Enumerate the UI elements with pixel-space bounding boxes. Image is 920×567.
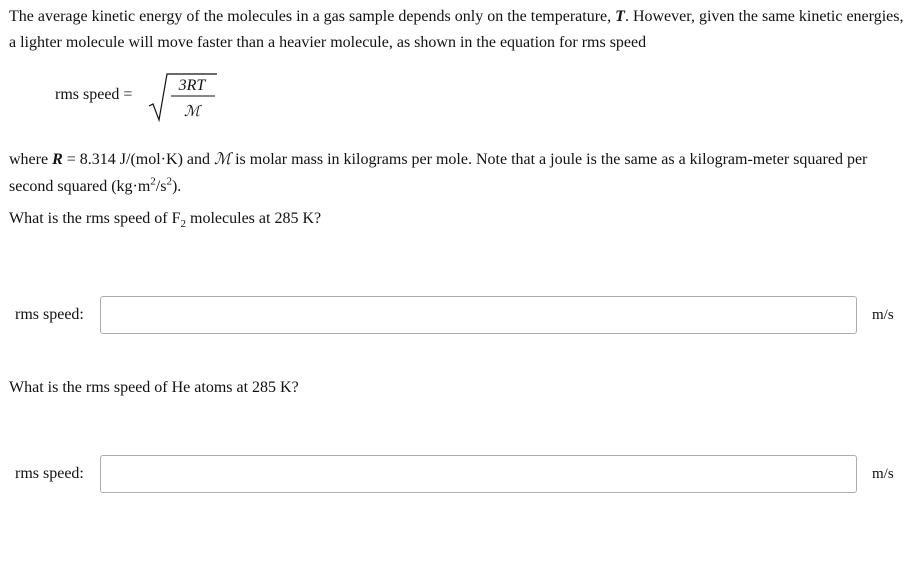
rms-speed-f2-input[interactable] — [100, 296, 857, 334]
answer-2-unit: m/s — [872, 466, 894, 482]
where-text-2: = 8.314 J/(mol·K) and — [62, 151, 214, 168]
temperature-variable: T — [615, 8, 625, 25]
question-2: What is the rms speed of He atoms at 285 K? — [9, 379, 299, 396]
molar-mass-variable: ℳ — [214, 151, 232, 168]
where-text-5: ). — [171, 178, 182, 195]
square-root-fraction — [149, 72, 229, 132]
gas-constant-variable: R — [52, 151, 63, 168]
superscript-2: 2 — [150, 175, 156, 188]
answer-2-label: rms speed: — [15, 465, 84, 482]
intro-text: The average kinetic energy of the molecules in a gas sample depends only on the temperature, — [9, 8, 616, 25]
rms-speed-he-input[interactable] — [100, 455, 857, 493]
answer-row-1 — [0, 296, 920, 340]
answer-row-2 — [0, 455, 920, 499]
where-text-4: /s — [155, 178, 167, 195]
question-1-text: What is the rms speed of F — [9, 210, 181, 227]
answer-1-unit: m/s — [872, 307, 894, 323]
intro-text-2: . However, given the same kinetic energies, a lighter molecule will move faster than a heavier molecule, as shown in the equation for rms speed — [9, 8, 904, 51]
superscript-2b: 2 — [166, 175, 172, 188]
answer-1-label: rms speed: — [15, 306, 84, 323]
equation-lhs: rms speed = — [55, 86, 133, 103]
intro-paragraph — [9, 4, 909, 56]
subscript-2: 2 — [180, 218, 187, 231]
where-text-1: where — [9, 151, 53, 168]
rms-speed-equation — [55, 72, 275, 132]
question-1-text-2: molecules at 285 K? — [186, 210, 322, 227]
fraction-numerator: 3RT — [178, 77, 206, 94]
fraction-denominator: ℳ — [183, 104, 201, 120]
question-1 — [9, 210, 322, 231]
constants-paragraph — [9, 146, 909, 200]
where-text-3: is molar mass in kilograms per mole. Note that a joule is the same as a kilogram-meter squared per second squared (kg·m — [9, 151, 868, 195]
